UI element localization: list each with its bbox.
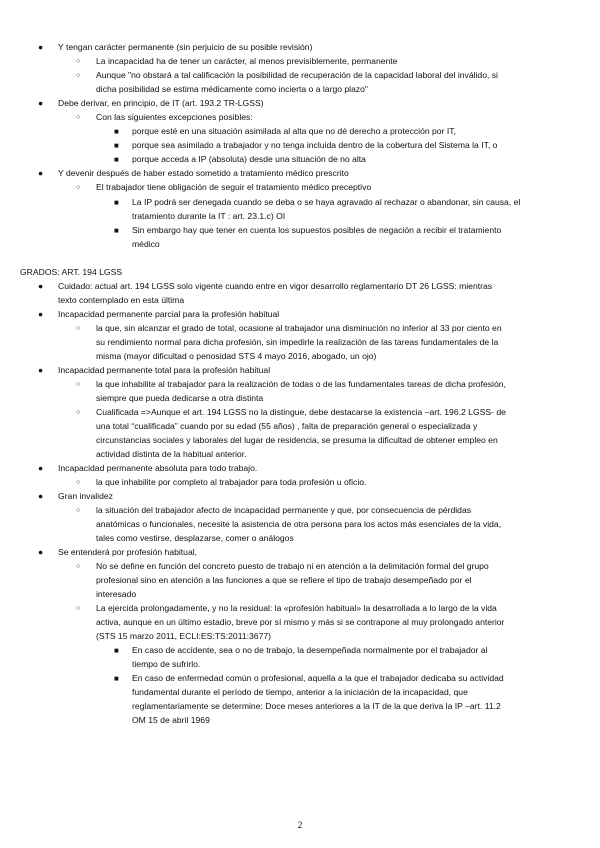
bullet-level3: ■ [114,198,119,207]
bullet-level3: ■ [114,226,119,235]
list-item: Cuidado: actual art. 194 LGSS solo vigente cuando entre en vigor desarrollo reglamentario DT 26 LGSS: mientras [58,281,493,291]
bullet-level2: ○ [76,563,81,570]
bullet-level2: ○ [76,58,81,65]
list-item-continuation: tales como vestirse, desplazarse, comer o análogos [96,533,294,543]
list-item: porque esté en una situación asimilada al alta que no dé derecho a protección por IT, [132,126,456,136]
list-item-continuation: fundamental durante el período de tiempo, anterior a la iniciación de la incapacidad, que [132,687,468,697]
bullet-level1: ● [38,168,44,178]
list-item-continuation: una total “cualificada” cuando por su edad (55 años) , falta de preparación general o especializada y [96,421,478,431]
list-item-continuation: dicha posibilidad se estima médicamente como incierta o a largo plazo" [96,84,368,94]
list-item: porque acceda a IP (absoluta) desde una situación de no alta [132,154,366,164]
list-item: la situación del trabajador afecto de incapacidad permanente y que, por consecuencia de pérdidas [96,505,472,515]
bullet-level2: ○ [76,507,81,514]
list-item-continuation: texto contemplado en esta última [58,295,185,305]
list-item-continuation: su rendimiento normal para dicha profesión, sin impedirle la realización de las tareas fundamentales de la [96,337,499,347]
bullet-level1: ● [38,463,44,473]
list-item: Incapacidad permanente absoluta para todo trabajo. [58,463,258,473]
bullet-level1: ● [38,98,44,108]
list-item: Y devenir después de haber estado sometido a tratamiento médico prescrito [58,168,349,178]
bullet-level1: ● [38,491,44,501]
list-item: Incapacidad permanente total para la profesión habitual [58,365,271,375]
list-item: porque sea asimilado a trabajador y no tenga incluida dentro de la cobertura del Sistema la IT, o [132,140,498,150]
list-item: Sin embargo hay que tener en cuenta los supuestos posibles de negación a recibir el tratamiento [132,225,502,235]
list-item: En caso de accidente, sea o no de trabajo, la desempeñada normalmente por el trabajador al [132,645,488,655]
list-item-continuation: tratamiento durante la IT : art. 23.1.c) OI [132,211,286,221]
list-item: Y tengan carácter permanente (sin perjuicio de su posible revisión) [58,42,313,52]
list-item: la que, sin alcanzar el grado de total, ocasione al trabajador una disminución no inferior al 33 por ciento en [96,323,502,333]
list-item: La ejercida prolongadamente, y no la residual: la «profesión habitual» la desarrollada a lo largo de la vida [96,603,497,613]
bullet-level2: ○ [76,479,81,486]
bullet-level3: ■ [114,646,119,655]
bullet-level2: ○ [76,381,81,388]
bullet-level2: ○ [76,605,81,612]
list-item-continuation: OM 15 de abril 1969 [132,715,210,725]
bullet-level1: ● [38,547,44,557]
list-item-continuation: misma (mayor dificultad o penosidad STS 4 mayo 2016, abogado, un ojo) [96,351,377,361]
section-heading: GRADOS: ART. 194 LGSS [20,267,123,277]
list-item-continuation: médico [132,239,160,249]
list-item: Aunque "no obstará a tal calificación la posibilidad de recuperación de la capacidad laboral del inválido, si [96,70,498,80]
list-item-continuation: profesional sino en atención a las funciones a que se refiere el tipo de trabajo desempeñado por el [96,575,472,585]
bullet-level3: ■ [114,127,119,136]
bullet-level1: ● [38,42,44,52]
list-item: la que inhabilite al trabajador para la realización de todas o de las fundamentales tareas de dicha profesión, [96,379,506,389]
list-item: Cualificada =>Aunque el art. 194 LGSS no la distingue, debe destacarse la existencia –art. 196.2 LGSS- de [96,407,506,417]
bullet-level2: ○ [76,184,81,191]
bullet-level3: ■ [114,155,119,164]
list-item: Incapacidad permanente parcial para la profesión habitual [58,309,280,319]
list-item: Debe derivar, en principio, de IT (art. 193.2 TR-LGSS) [58,98,264,108]
bullet-level2: ○ [76,114,81,121]
bullet-level1: ● [38,281,44,291]
list-item: Gran invalidez [58,491,113,501]
list-item-continuation: anatómicas o funcionales, necesite la asistencia de otra persona para los actos más esenciales de la vida, [96,519,502,529]
bullet-level3: ■ [114,141,119,150]
list-item-continuation: siempre que pueda dedicarse a otra distinta [96,393,264,403]
list-item: Se entenderá por profesión habitual, [58,547,198,557]
list-item: El trabajador tiene obligación de seguir el tratamiento médico preceptivo [96,182,372,192]
list-item: En caso de enfermedad común o profesional, aquella a la que el trabajador dedicaba su actividad [132,673,504,683]
bullet-level2: ○ [76,325,81,332]
list-item-continuation: reglamentariamente se determine: Doce meses anteriores a la IT de la que deriva la IP –art. 11.2 [132,701,501,711]
page-number: 2 [297,821,303,831]
list-item-continuation: (STS 15 marzo 2011, ECLI:ES:TS:2011:3677) [96,631,271,641]
list-item: No se define en función del concreto puesto de trabajo ni en atención a la delimitación formal del grupo [96,561,489,571]
bullet-level2: ○ [76,72,81,79]
list-item-continuation: activa, aunque en un último estadio, breve por sí mismo y más si se contrapone al muy prolongado anterior [96,617,505,627]
bullet-level1: ● [38,365,44,375]
list-item-continuation: actividad distinta de la habitual anterior. [96,449,247,459]
list-item: La IP podrá ser denegada cuando se deba o se haya agravado al rechazar o abandonar, sin causa, el [132,197,521,207]
bullet-level3: ■ [114,674,119,683]
bullet-level2: ○ [76,409,81,416]
list-item-continuation: circunstancias sociales y laborales del lugar de residencia, se presuma la dificultad de obtener empleo en [96,435,498,445]
bullet-level1: ● [38,309,44,319]
list-item: Con las siguientes excepciones posibles: [96,112,253,122]
list-item-continuation: interesado [96,589,137,599]
list-item: La incapacidad ha de tener un carácter, al menos previsiblemente, permanente [96,56,398,66]
list-item: la que inhabilite por completo al trabajador para toda profesión u oficio. [96,477,367,487]
list-item-continuation: tiempo de sufrirlo. [132,659,201,669]
